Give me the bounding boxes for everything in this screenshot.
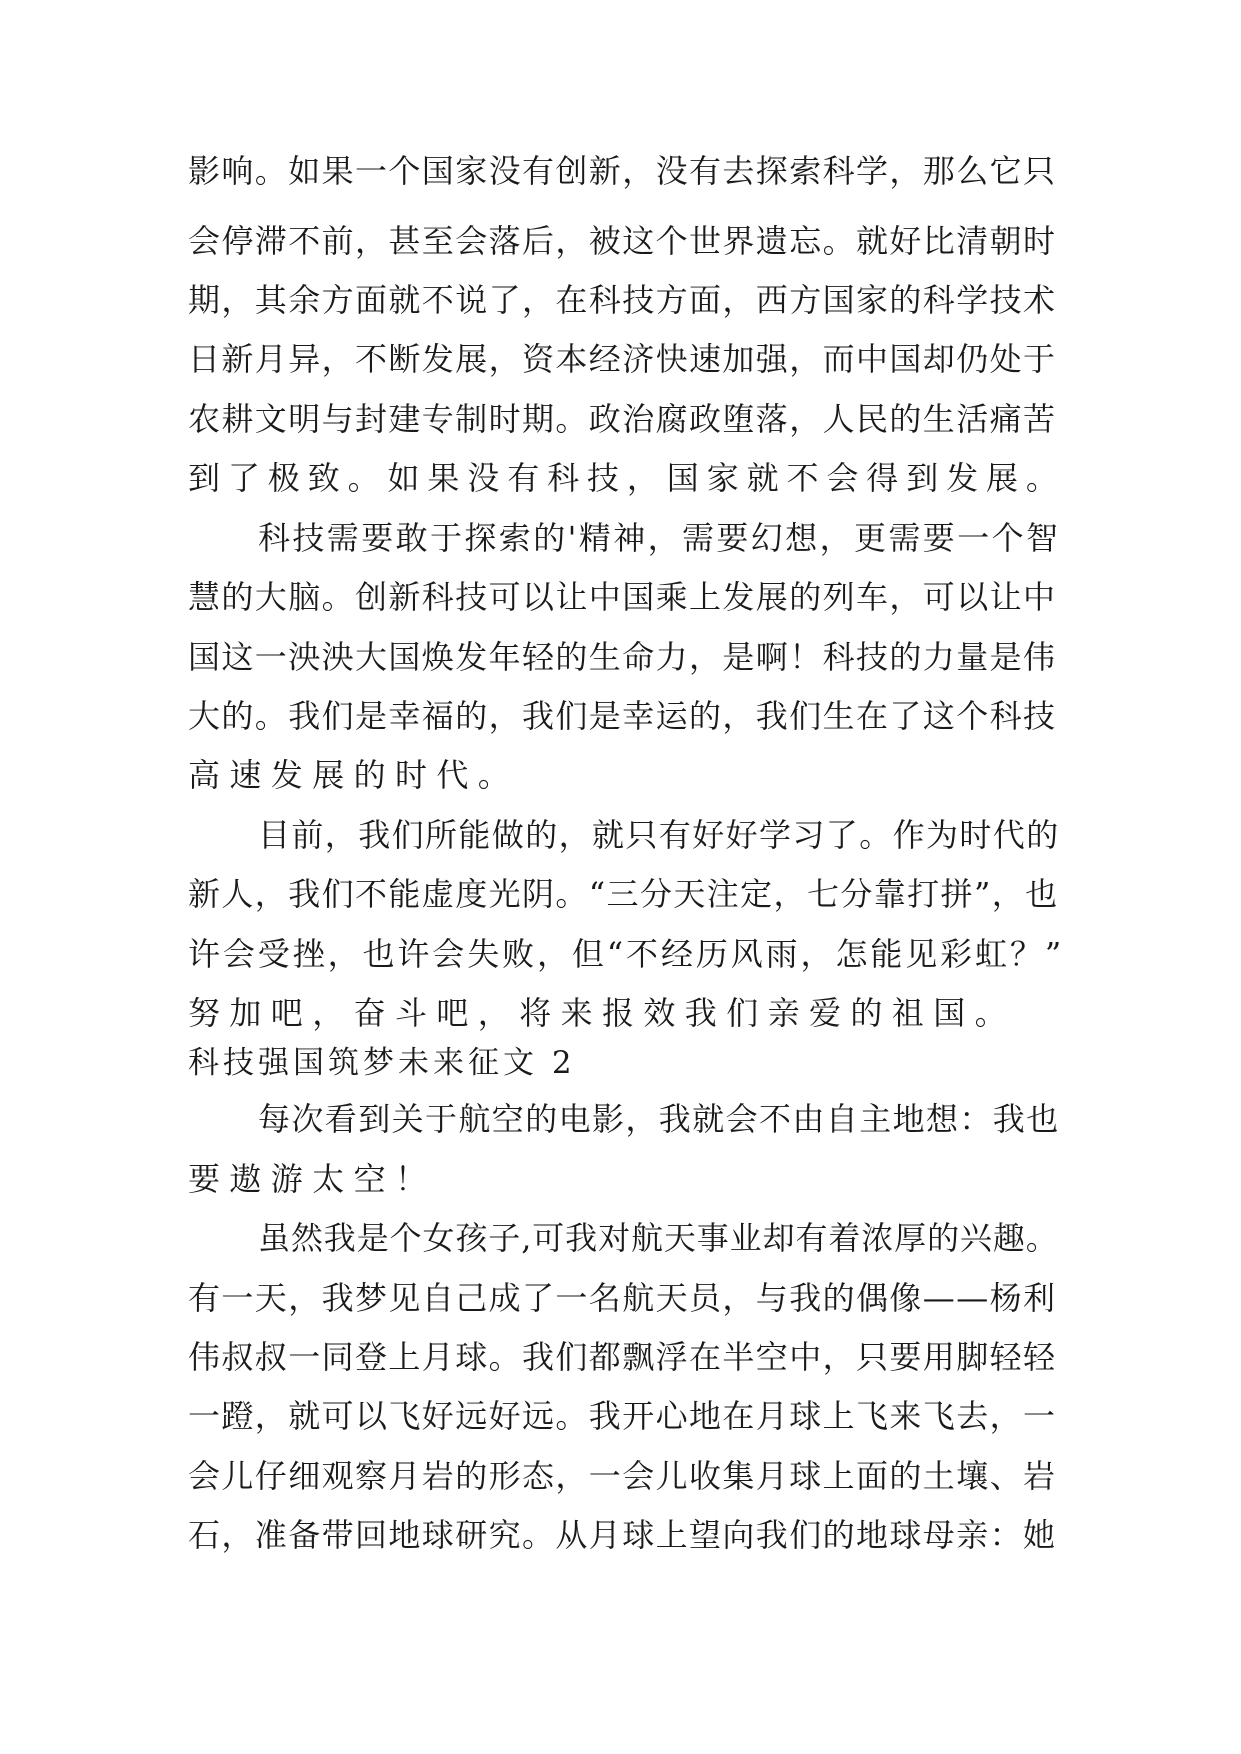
text-line: 石，准备带回地球研究。从月球上望向我们的地球母亲：她 [188,1516,1057,1554]
text-line: 农耕文明与封建专制时期。政治腐政堕落，人民的生活痛苦 [188,400,1057,438]
text-line: 日新月异，不断发展，资本经济快速加强，而中国却仍处于 [188,340,1057,378]
text-line: 慧的大脑。创新科技可以让中国乘上发展的列车，可以让中 [188,578,1057,616]
text-line: 许会受挫，也许会失败，但“不经历风雨，怎能见彩虹？” [188,935,1065,973]
text-line: 期，其余方面就不说了，在科技方面，西方国家的科学技术 [188,281,1057,319]
text-line: 有一天，我梦见自己成了一名航天员，与我的偶像——杨利 [188,1279,1057,1317]
text-line: 会儿仔细观察月岩的形态，一会儿收集月球上面的土壤、岩 [188,1457,1057,1495]
text-line: 影响。如果一个国家没有创新，没有去探索科学，那么它只 [188,152,1057,190]
section-heading: 科技强国筑梦未来征文 2 [188,1045,576,1081]
text-line: 大的。我们是幸福的，我们是幸运的，我们生在了这个科技 [188,697,1057,735]
paragraph-first-line: 科技需要敢于探索的'精神，需要幻想，更需要一个智 [258,519,1061,557]
text-line: 一蹬，就可以飞好远好远。我开心地在月球上飞来飞去，一 [188,1397,1057,1435]
text-line: 高速发展的时代。 [188,756,520,794]
text-line: 国这一泱泱大国焕发年轻的生命力，是啊！科技的力量是伟 [188,638,1057,676]
text-line: 要遨游太空！ [188,1160,437,1198]
text-line: 新人，我们不能虚度光阴。“三分天注定，七分靠打拼”，也 [188,875,1059,913]
paragraph-first-line: 虽然我是个女孩子,可我对航天事业却有着浓厚的兴趣。 [258,1219,1059,1257]
paragraph-first-line: 目前，我们所能做的，就只有好好学习了。作为时代的 [258,816,1060,854]
text-line: 努加吧，奋斗吧，将来报效我们亲爱的祖国。 [188,994,1017,1032]
paragraph-first-line: 每次看到关于航空的电影，我就会不由自主地想：我也 [258,1100,1060,1138]
text-line: 到了极致。如果没有科技，国家就不会得到发展。 [188,459,1066,497]
text-line: 会停滞不前，甚至会落后，被这个世界遗忘。就好比清朝时 [188,222,1057,260]
text-line: 伟叔叔一同登上月球。我们都飘浮在半空中，只要用脚轻轻 [188,1338,1057,1376]
